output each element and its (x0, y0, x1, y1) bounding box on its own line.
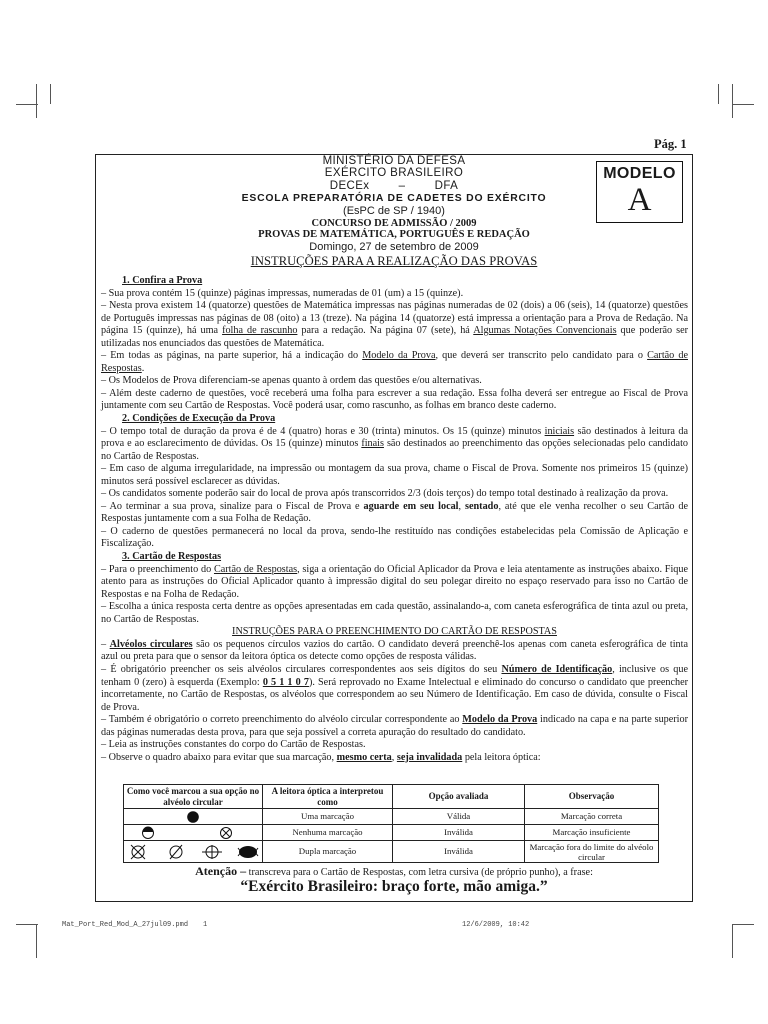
paragraph: – Em caso de alguma irregularidade, na impressão ou montagem da sua prova, chame o Fiscal de Prova. Somente nos primeiros 15 (quinze) minutos será possível esclarecer as dúvidas. (101, 463, 688, 487)
section-title: 1. Confira a Prova (122, 275, 203, 286)
instructions-body (101, 275, 688, 764)
paragraph: – Para o preenchimento do Cartão de Respostas, siga a orientação do Oficial Aplicador da Prova e leia atentamente as instruções abaixo. Fique atento para as instruções do Oficial Aplicador quanto à impressão digital do seu polegar direito no espaço reservado para isso no Cartão de Respostas e na Folha de Redação. (101, 563, 688, 600)
paragraph: – Leia as instruções constantes do corpo do Cartão de Respostas. (101, 739, 366, 751)
partial-mark-icons (126, 826, 254, 840)
crop-mark (36, 924, 37, 958)
header-concurso: CONCURSO DE ADMISSÃO / 2009 (311, 217, 477, 229)
crop-mark (718, 84, 719, 104)
table-header: A leitora óptica a interpretou como (263, 785, 393, 809)
table-cell: Inválida (393, 825, 525, 841)
marking-example (124, 841, 263, 863)
paragraph: – É obrigatório preencher os seis alvéolos circulares correspondentes aos seis dígitos do seu Número de Identificação, inclusive os que tenham 0 (zero) à esquerda (Exemplo: 0 5 1 1 0 7). Será reprovado no Exame Intelectual e eliminado do concurso o candidato que preencher incorretamente, no Cartão de Respostas, os alvéolos que correspondem ao seu Número de Identificação. Em caso de dúvida, consulte o Fiscal de Prova. (101, 663, 689, 713)
page-title: INSTRUÇÕES PARA A REALIZAÇÃO DAS PROVAS (250, 253, 538, 268)
section-title: 3. Cartão de Respostas (122, 551, 222, 563)
paragraph: – Os candidatos somente poderão sair do local de prova após transcorridos 2/3 (dois terços) do tempo total destinado à realização da prova. (101, 488, 669, 500)
paragraph: – Em todas as páginas, na parte superior, há a indicação do Modelo da Prova, que deverá ser transcrito pelo candidato para o Cartão de Respostas. (101, 350, 688, 374)
paragraph: – Ao terminar a sua prova, sinalize para o Fiscal de Prova e aguarde em seu local, sentado, até que ele venha recolher o seu Cartão de Respostas juntamente com a sua Folha de Redação. (101, 500, 689, 525)
invalid-mark-icons (126, 843, 260, 861)
crop-mark (36, 84, 37, 118)
crop-mark (732, 924, 754, 925)
page-number: Pág. 1 (654, 137, 687, 151)
header-ministry: MINISTÉRIO DA DEFESA (322, 155, 466, 167)
header-decex: DECEx – DFA (329, 179, 459, 192)
paragraph: – O caderno de questões permanecerá no local da prova, sendo-lhe restituído nas condições estabelecidas pela Comissão de Aplicação e Fiscalização. (101, 525, 688, 550)
table-cell: Marcação fora do limite do alvéolo circular (525, 841, 659, 863)
paragraph: – Também é obrigatório o correto preenchimento do alvéolo circular correspondente ao Modelo da Prova indicado na capa e na parte superior das páginas numeradas desta prova, para que seja possível a correta apuração do resultado do candidato. (101, 714, 688, 738)
table-row (124, 825, 659, 841)
modelo-letter: A (627, 182, 652, 218)
footer-date: 12/6/2009, 10:42 (462, 921, 530, 929)
modelo-label: MODELO (603, 165, 676, 182)
crop-mark (732, 84, 733, 118)
crop-mark (16, 104, 38, 105)
table-header: Como você marcou a sua opção no alvéolo circular (124, 785, 263, 809)
modelo-box (596, 161, 683, 223)
table-cell: Uma marcação (263, 809, 393, 825)
paragraph: – Alvéolos circulares são os pequenos círculos vazios do cartão. O candidato deverá preenchê-los apenas com caneta esferográfica de tinta azul ou preta para que o sensor da leitora óptica os detecte como opções de resposta válidas. (101, 638, 688, 663)
section-title: 2. Condições de Execução da Prova (122, 413, 276, 425)
table-row (124, 809, 659, 825)
paragraph: – O tempo total de duração da prova é de 4 (quatro) horas e 30 (trinta) minutos. Os 15 (quinze) minutos iniciais são destinados à leitura da prova e ao esclarecimento de dúvidas. Os 15 (quinze) minutos finais são destinados ao preenchimento das opções selecionadas pelo candidato no Cartão de Respostas. (101, 425, 688, 462)
header-provas: PROVAS DE MATEMÁTICA, PORTUGUÊS E REDAÇÃO (258, 229, 530, 241)
paragraph: – Sua prova contém 15 (quinze) páginas impressas, numeradas de 01 (um) a 15 (quinze). (101, 287, 464, 299)
header-school-sub: (EsPC de SP / 1940) (343, 205, 445, 218)
exam-cover-frame (95, 154, 693, 902)
marking-example (124, 809, 263, 825)
crop-mark (16, 924, 38, 925)
crop-mark (50, 84, 51, 104)
crop-mark (732, 924, 733, 958)
motto: “Exército Brasileiro: braço forte, mão amiga.” (240, 878, 548, 895)
filled-circle-icon (183, 810, 203, 824)
paragraph: – Observe o quadro abaixo para evitar que sua marcação, mesmo certa, seja invalidada pela leitora óptica: (101, 751, 541, 763)
table-cell: Dupla marcação (263, 841, 393, 863)
subsection-title: INSTRUÇÕES PARA O PREENCHIMENTO DO CARTÃO DE RESPOSTAS (232, 626, 557, 638)
paragraph: – Nesta prova existem 14 (quatorze) questões de Matemática impressas nas páginas numeradas de 02 (dois) a 06 (seis), 14 (quatorze) questões de Português impressas nas páginas de 08 (oito) a 13 (treze). Na página 14 (quatorze) está impressa a orientação para a Prova de Redação. Na página 15 (quinze), há uma folha de rascunho para a redação. Na página 07 (sete), há Algumas Notações Convencionais que poderão ser utilizadas nos enunciados das questões de Matemática. (101, 300, 688, 349)
atencao-note: Atenção – transcreva para o Cartão de Respostas, com letra cursiva (de próprio punho), a frase: (195, 864, 593, 878)
footer-file: Mat_Port_Red_Mod_A_27jul09.pmd (62, 921, 189, 929)
table-cell: Nenhuma marcação (263, 825, 393, 841)
table-cell: Inválida (393, 841, 525, 863)
header-school: ESCOLA PREPARATÓRIA DE CADETES DO EXÉRCITO (241, 193, 547, 205)
table-cell: Válida (393, 809, 525, 825)
paragraph: – Além deste caderno de questões, você receberá uma folha para escrever a sua redação. Essa folha deverá ser entregue ao Fiscal de Prova juntamente com seu Cartão de Respostas. Você poderá usar, como rascunho, as folhas em branco deste caderno. (101, 387, 688, 412)
footer-page: 1 (203, 921, 208, 929)
paragraph: – Os Modelos de Prova diferenciam-se apenas quanto à ordem das questões e/ou alternativas. (101, 375, 482, 387)
marking-table (123, 784, 659, 863)
table-header: Observação (525, 785, 659, 809)
paragraph: – Escolha a única resposta certa dentre as opções apresentadas em cada questão, assinalando-a, com caneta esferográfica de tinta azul ou preta, no Cartão de Respostas. (101, 601, 688, 625)
table-cell: Marcação insuficiente (525, 825, 659, 841)
header-army: EXÉRCITO BRASILEIRO (324, 167, 464, 180)
marking-example (124, 825, 263, 841)
table-header: Opção avaliada (393, 785, 525, 809)
table-cell: Marcação correta (525, 809, 659, 825)
crop-mark (732, 104, 754, 105)
header-date: Domingo, 27 de setembro de 2009 (309, 241, 479, 254)
table-row (124, 841, 659, 863)
table-header-row (124, 785, 659, 809)
